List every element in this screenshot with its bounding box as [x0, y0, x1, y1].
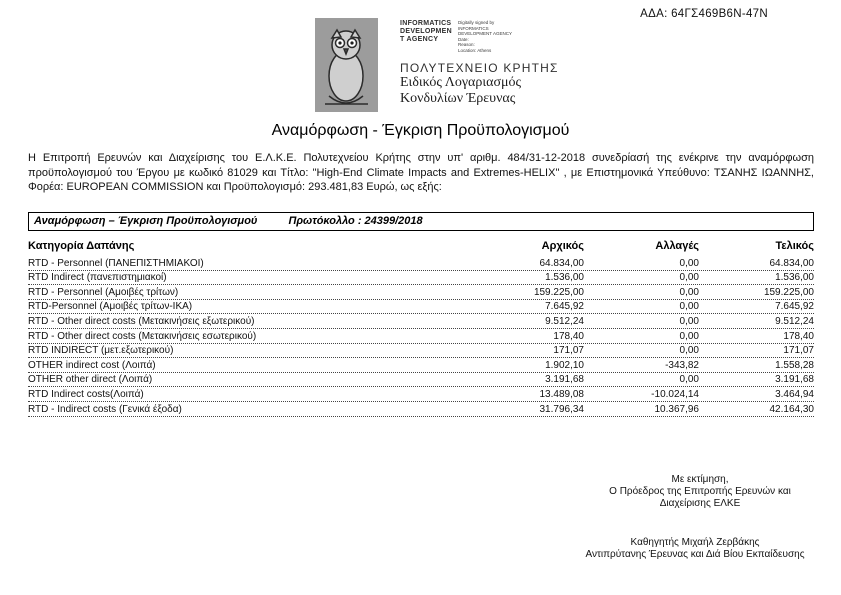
- category-cell: RTD Indirect (πανεπιστημιακοί): [28, 272, 167, 284]
- table-body: [28, 256, 814, 417]
- table-row: [28, 271, 814, 286]
- initial-amount-cell: 159.225,00: [533, 286, 584, 298]
- table-header-row: [28, 240, 814, 256]
- category-cell: OTHER other direct (Λοιπά): [28, 374, 153, 386]
- header-final: Τελικός: [775, 240, 814, 252]
- digital-signature-stamp: [400, 20, 559, 53]
- final-amount-cell: 3.191,68: [775, 374, 814, 386]
- changes-amount-cell: 0,00: [679, 330, 699, 342]
- header-initial: Αρχικός: [541, 240, 584, 252]
- document-title: Αναμόρφωση - Έγκριση Προϋπολογισμού: [271, 122, 570, 139]
- final-amount-cell: 7.645,92: [775, 301, 814, 313]
- category-cell: RTD-Personnel (Αμοιβές τρίτων-ΙΚΑ): [28, 301, 193, 313]
- changes-amount-cell: -343,82: [665, 359, 699, 371]
- category-cell: RTD Indirect costs(Λοιπά): [28, 388, 144, 400]
- initial-amount-cell: 7.645,92: [545, 301, 584, 313]
- table-row: [28, 373, 814, 388]
- table-row: [28, 329, 814, 344]
- category-cell: RTD - Personnel (Αμοιβές τρίτων): [28, 286, 179, 298]
- closing-role-line1: Ο Πρόεδρος της Επιτροπής Ερευνών και: [609, 486, 791, 497]
- changes-amount-cell: 0,00: [679, 301, 699, 313]
- intro-paragraph: Η Επιτροπή Ερευνών και Διαχείρισης του Ε.Λ.Κ.Ε. Πολυτεχνείου Κρήτης στην υπ' αριθμ. 484/31-12-2018 συνεδρίασή της ενέκρινε την αναμόρφωση προϋπολογισμού του Έργου με κωδικό 81029 και Τίτλο: "High-End Climate Impacts and Extremes-HELIX" , με Επιστημονικά Υπεύθυνο: ΤΣΑΝΗΣ ΙΩΑΝΝΗΣ, Φορέα: EUROPEAN COMMISSION και Προϋπολογισμό: 293.481,83 Ευρώ, ως εξής:: [28, 152, 814, 193]
- closing-block: [575, 474, 825, 510]
- header-logo-block: [315, 18, 559, 112]
- initial-amount-cell: 1.536,00: [545, 272, 584, 284]
- changes-amount-cell: 0,00: [679, 315, 699, 327]
- category-cell: RTD - Other direct costs (Μετακινήσεις εσωτερικού): [28, 330, 257, 342]
- signer-name: Καθηγητής Μιχαήλ Ζερβάκης: [630, 537, 760, 548]
- institution-unit-line2: Κονδυλίων Έρευνας: [400, 91, 516, 106]
- changes-amount-cell: 0,00: [679, 286, 699, 298]
- final-amount-cell: 1.536,00: [775, 272, 814, 284]
- table-row: [28, 314, 814, 329]
- final-amount-cell: 3.464,94: [775, 388, 814, 400]
- category-cell: OTHER indirect cost (Λοιπά): [28, 359, 156, 371]
- signature-details: Digitally signed by INFORMATICS DEVELOPMENT AGENCY Date: Reason: Location: Athens: [458, 20, 512, 53]
- category-cell: RTD - Personnel (ΠΑΝΕΠΙΣΤΗΜΙΑΚΟΙ): [28, 257, 204, 269]
- protocol-strip: [28, 212, 814, 231]
- table-row: [28, 344, 814, 359]
- final-amount-cell: 42.164,30: [769, 403, 814, 415]
- initial-amount-cell: 171,07: [553, 345, 584, 357]
- initial-amount-cell: 178,40: [553, 330, 584, 342]
- initial-amount-cell: 1.902,10: [545, 359, 584, 371]
- institution-text-block: [400, 18, 559, 107]
- ada-code: ΑΔΑ: 64ΓΣ469Β6Ν-47Ν: [640, 8, 768, 20]
- changes-amount-cell: -10.024,14: [651, 388, 699, 400]
- changes-amount-cell: 0,00: [679, 374, 699, 386]
- budget-table: [28, 240, 814, 417]
- initial-amount-cell: 31.796,34: [539, 403, 584, 415]
- category-cell: RTD INDIRECT (μετ.εξωτερικού): [28, 345, 174, 357]
- category-cell: RTD - Indirect costs (Γενικά έξοδα): [28, 403, 182, 415]
- header-changes: Αλλαγές: [655, 240, 699, 252]
- final-amount-cell: 171,07: [783, 345, 814, 357]
- table-row: [28, 256, 814, 271]
- ida-agency-name: INFORMATICS DEVELOPMEN T AGENCY: [400, 20, 453, 43]
- protocol-title: Αναμόρφωση – Έγκριση Προϋπολογισμού: [34, 215, 258, 227]
- category-cell: RTD - Other direct costs (Μετακινήσεις εξωτερικού): [28, 315, 255, 327]
- initial-amount-cell: 9.512,24: [545, 315, 584, 327]
- final-amount-cell: 64.834,00: [769, 257, 814, 269]
- final-amount-cell: 1.558,28: [775, 359, 814, 371]
- signer-title: Αντιπρύτανης Έρευνας και Διά Βίου Εκπαίδευσης: [585, 549, 805, 560]
- closing-role-line2: Διαχείρισης ΕΛΚΕ: [659, 498, 741, 509]
- table-row: [28, 402, 814, 417]
- changes-amount-cell: 0,00: [679, 257, 699, 269]
- initial-amount-cell: 64.834,00: [539, 257, 584, 269]
- table-row: [28, 358, 814, 373]
- final-amount-cell: 159.225,00: [763, 286, 814, 298]
- changes-amount-cell: 10.367,96: [654, 403, 699, 415]
- tuc-owl-logo-icon: [315, 18, 378, 112]
- changes-amount-cell: 0,00: [679, 345, 699, 357]
- table-row: [28, 285, 814, 300]
- institution-unit-line1: Ειδικός Λογαριασμός: [400, 75, 522, 90]
- signer-block: [549, 537, 841, 561]
- header-category: Κατηγορία Δαπάνης: [28, 240, 135, 252]
- changes-amount-cell: 0,00: [679, 272, 699, 284]
- initial-amount-cell: 13.489,08: [539, 388, 584, 400]
- table-row: [28, 300, 814, 315]
- protocol-number: Πρωτόκολλο : 24399/2018: [288, 215, 423, 227]
- final-amount-cell: 9.512,24: [775, 315, 814, 327]
- closing-salutation: Με εκτίμηση,: [671, 474, 729, 485]
- final-amount-cell: 178,40: [783, 330, 814, 342]
- initial-amount-cell: 3.191,68: [545, 374, 584, 386]
- table-row: [28, 387, 814, 402]
- institution-name: ΠΟΛΥΤΕΧΝΕΙΟ ΚΡΗΤΗΣ: [400, 61, 559, 75]
